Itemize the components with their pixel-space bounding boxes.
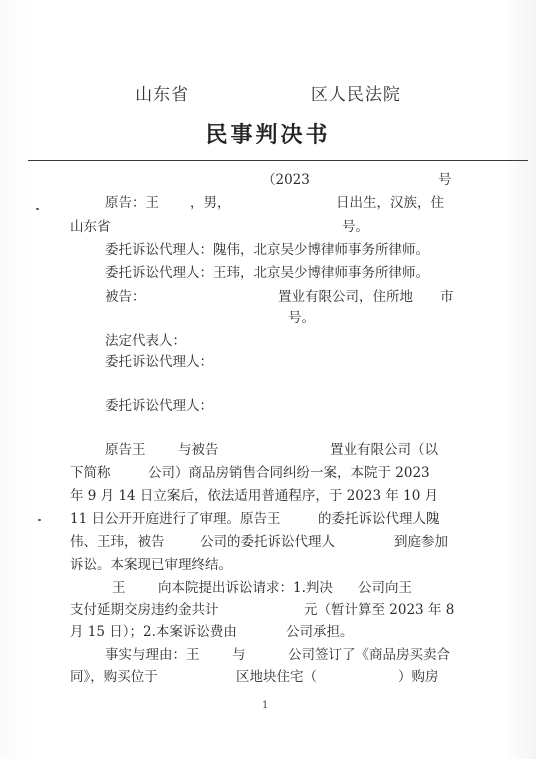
plaintiff-address-prefix: 山东省 <box>70 219 111 235</box>
scan-mark <box>36 208 39 210</box>
case-number-suffix: 号 <box>438 172 452 188</box>
body-text: 11 日公开开庭进行了审理。原告王 <box>70 511 281 527</box>
body-text: 区地块住宅（ <box>236 669 317 685</box>
body-text: 公司）商品房销售合同纠纷一案，本院于 2023 <box>148 465 430 481</box>
defendant-agent-1: 委托诉讼代理人： <box>105 354 213 370</box>
body-text: 月 15 日）；2.本案诉讼费由 <box>70 624 237 640</box>
defendant-agent-2: 委托诉讼代理人： <box>105 398 213 414</box>
case-number-year: （2023 <box>262 172 310 188</box>
body-text: 王 <box>112 580 126 596</box>
body-text: 公司签订了《商品房买卖合 <box>288 647 450 663</box>
plaintiff-address-suffix: 号。 <box>342 219 369 235</box>
defendant-city: 市 <box>440 289 454 305</box>
court-name: 山东省 区人民法院 <box>135 85 401 105</box>
scan-mark <box>38 519 41 521</box>
defendant-company: 置业有限公司，住所地 <box>278 289 413 305</box>
defendant-address-suffix: 号。 <box>288 310 315 326</box>
plaintiff-agent-2: 委托诉讼代理人：王玮，北京吴少博律师事务所律师。 <box>105 265 429 281</box>
document-title: 民事判决书 <box>205 122 331 148</box>
body-text: 伟、王玮，被告 <box>70 534 165 550</box>
body-text: 原告王 <box>105 442 146 458</box>
body-text: 下简称 <box>70 465 111 481</box>
header-divider <box>28 160 528 161</box>
plaintiff-birth: 日出生，汉族，住 <box>336 195 444 211</box>
body-text: 公司向王 <box>358 580 412 596</box>
body-text: 诉讼。本案现已审理终结。 <box>70 557 232 573</box>
body-text: 公司承担。 <box>286 624 354 640</box>
body-text: 与 <box>232 647 246 663</box>
plaintiff-name: 原告：王 <box>105 195 159 211</box>
body-text: 的委托诉讼代理人隗 <box>318 511 440 527</box>
plaintiff-agent-1: 委托诉讼代理人：隗伟，北京吴少博律师事务所律师。 <box>105 242 429 258</box>
page-number: 1 <box>262 700 269 711</box>
body-text: 到庭参加 <box>394 534 448 550</box>
body-text: 公司的委托诉讼代理人 <box>200 534 335 550</box>
body-text: 支付延期交房违约金共计 <box>70 602 219 618</box>
body-text: 元（暂计算至 2023 年 8 <box>304 602 455 618</box>
body-text: 同》，购买位于 <box>70 669 158 685</box>
body-text: 事实与理由：王 <box>105 647 200 663</box>
body-text: ）购房 <box>398 669 439 685</box>
plaintiff-gender: ，男， <box>190 195 231 211</box>
body-text: 向本院提出诉讼请求：1.判决 <box>158 580 333 596</box>
legal-representative: 法定代表人： <box>105 333 186 349</box>
body-text: 与被告 <box>178 442 219 458</box>
body-text: 置业有限公司（以 <box>330 442 438 458</box>
defendant-label: 被告： <box>105 289 146 305</box>
body-text: 年 9 月 14 日立案后，依法适用普通程序，于 2023 年 10 月 <box>70 488 439 504</box>
